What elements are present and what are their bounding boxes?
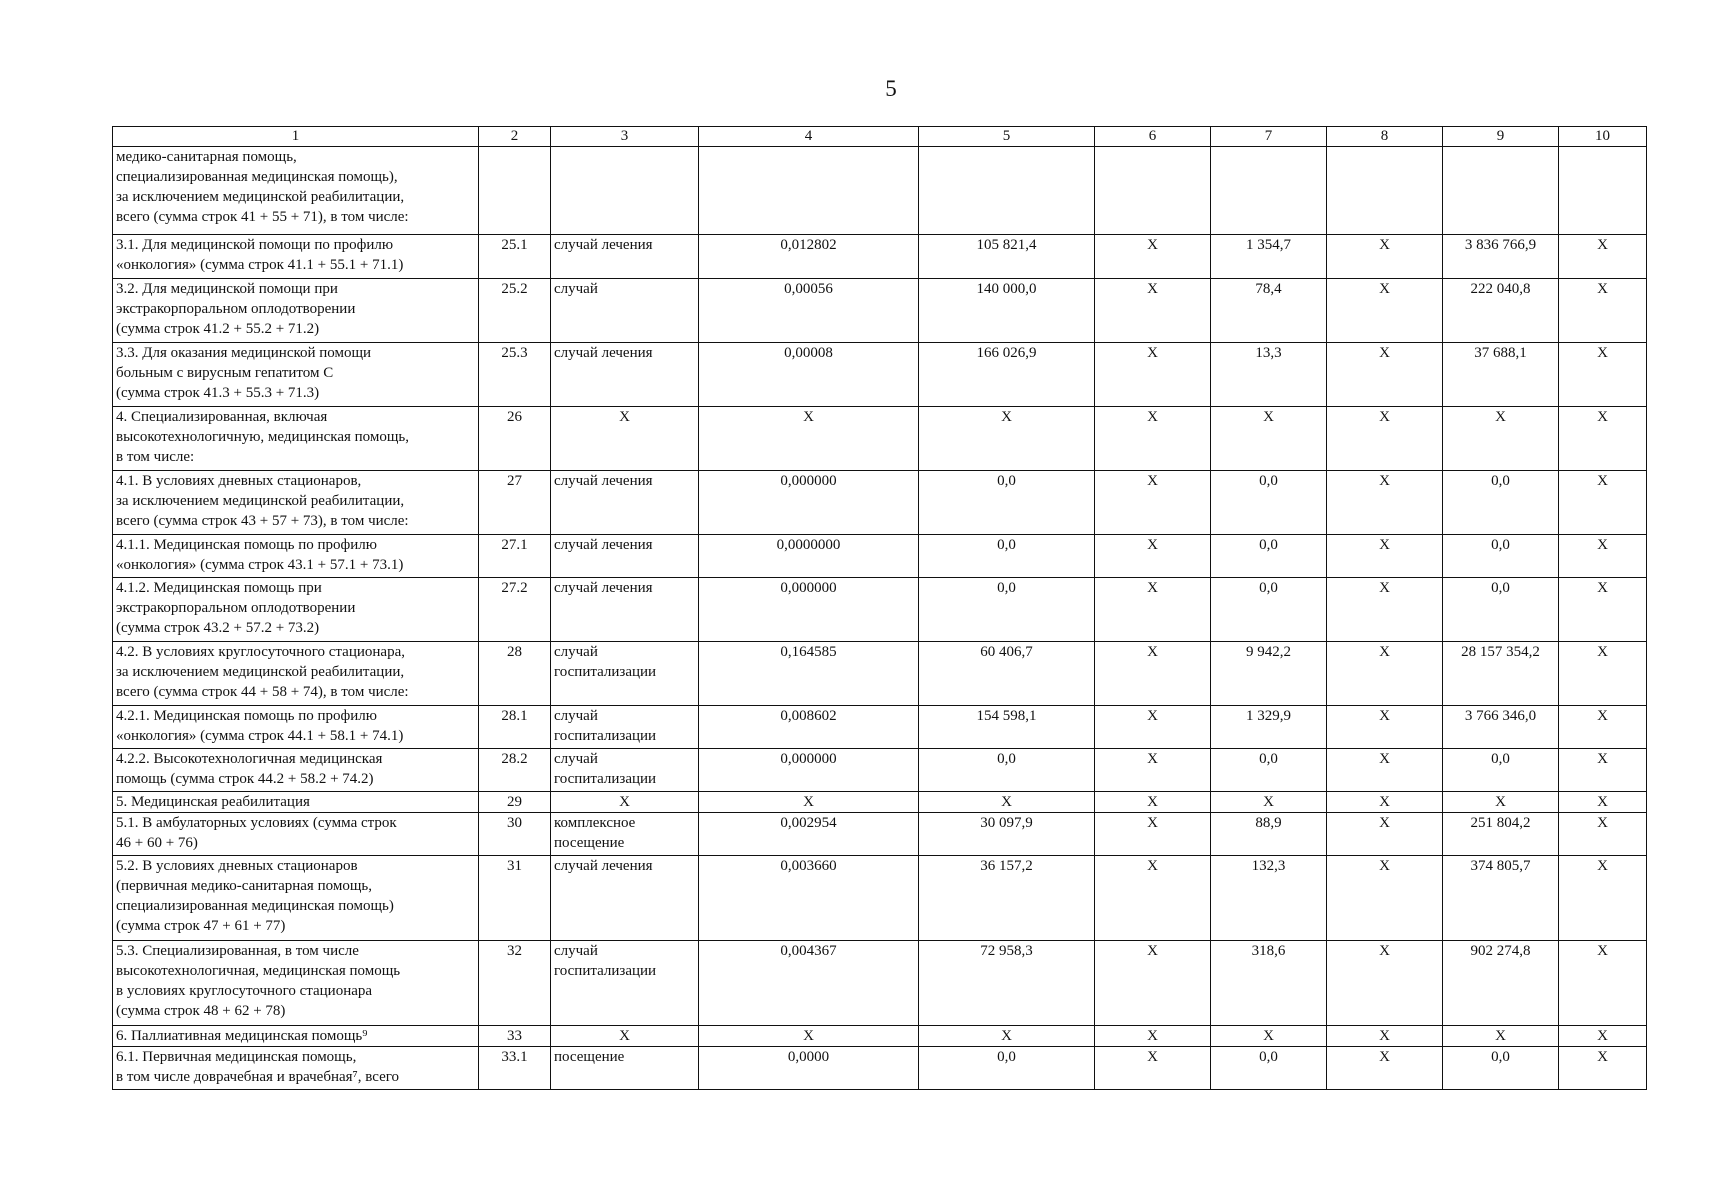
column-header: 1 <box>113 127 479 147</box>
cost-per-unit-cell: X <box>919 1026 1095 1047</box>
standard-volume-cell: 0,003660 <box>699 856 919 941</box>
column-header: 9 <box>1443 127 1559 147</box>
col-9-cell: 3 766 346,0 <box>1443 706 1559 749</box>
table-row <box>113 1047 1647 1090</box>
row-label-cell: 6.1. Первичная медицинская помощь, в том числе доврачебная и врачебная⁷, всего <box>113 1047 479 1090</box>
col-7-cell: 0,0 <box>1211 1047 1327 1090</box>
row-code-cell: 30 <box>479 813 551 856</box>
unit-cell: случай госпитализации <box>551 749 699 792</box>
row-label-cell: 3.1. Для медицинской помощи по профилю «онкология» (сумма строк 41.1 + 55.1 + 71.1) <box>113 235 479 279</box>
unit-cell: X <box>551 407 699 471</box>
table-row <box>113 147 1647 235</box>
col-7-cell: 318,6 <box>1211 941 1327 1026</box>
unit-cell: случай лечения <box>551 235 699 279</box>
standard-volume-cell: 0,00056 <box>699 279 919 343</box>
table-row <box>113 706 1647 749</box>
cost-per-unit-cell: 0,0 <box>919 578 1095 642</box>
standard-volume-cell: 0,002954 <box>699 813 919 856</box>
col-10-cell: X <box>1559 235 1647 279</box>
col-6-cell: X <box>1095 471 1211 535</box>
row-code-cell: 31 <box>479 856 551 941</box>
col-9-cell: X <box>1443 792 1559 813</box>
col-6-cell: X <box>1095 706 1211 749</box>
col-6-cell: X <box>1095 1047 1211 1090</box>
col-10-cell: X <box>1559 1026 1647 1047</box>
col-7-cell: X <box>1211 1026 1327 1047</box>
row-code-cell: 28.2 <box>479 749 551 792</box>
col-8-cell: X <box>1327 343 1443 407</box>
table-row <box>113 792 1647 813</box>
col-7-cell: 1 354,7 <box>1211 235 1327 279</box>
standard-volume-cell: 0,000000 <box>699 578 919 642</box>
standard-volume-cell: 0,004367 <box>699 941 919 1026</box>
col-7-cell: 88,9 <box>1211 813 1327 856</box>
col-8-cell: X <box>1327 235 1443 279</box>
cost-per-unit-cell: 0,0 <box>919 471 1095 535</box>
cost-per-unit-cell: 140 000,0 <box>919 279 1095 343</box>
row-label-cell: 5.2. В условиях дневных стационаров (первичная медико-санитарная помощь, специализированная медицинская помощь) (сумма строк 47 + 61 + 77) <box>113 856 479 941</box>
col-10-cell: X <box>1559 1047 1647 1090</box>
col-9-cell: 0,0 <box>1443 471 1559 535</box>
table-row <box>113 407 1647 471</box>
row-label-cell: 3.2. Для медицинской помощи при экстракорпоральном оплодотворении (сумма строк 41.2 + 55.2 + 71.2) <box>113 279 479 343</box>
col-6-cell: X <box>1095 792 1211 813</box>
column-header: 10 <box>1559 127 1647 147</box>
row-label-cell: 5.1. В амбулаторных условиях (сумма строк 46 + 60 + 76) <box>113 813 479 856</box>
col-9-cell: 37 688,1 <box>1443 343 1559 407</box>
col-10-cell: X <box>1559 706 1647 749</box>
col-8-cell: X <box>1327 279 1443 343</box>
unit-cell: комплексное посещение <box>551 813 699 856</box>
column-header: 2 <box>479 127 551 147</box>
col-9-cell: 0,0 <box>1443 1047 1559 1090</box>
row-code-cell: 27 <box>479 471 551 535</box>
col-8-cell: X <box>1327 792 1443 813</box>
row-label-cell: 4.1. В условиях дневных стационаров, за исключением медицинской реабилитации, всего (сумма строк 43 + 57 + 73), в том числе: <box>113 471 479 535</box>
col-6-cell: X <box>1095 578 1211 642</box>
unit-cell: X <box>551 792 699 813</box>
col-9-cell: 0,0 <box>1443 578 1559 642</box>
col-6-cell: X <box>1095 343 1211 407</box>
table-row <box>113 813 1647 856</box>
col-9-cell: 3 836 766,9 <box>1443 235 1559 279</box>
column-number-row <box>113 127 1647 147</box>
page-number: 5 <box>885 76 897 101</box>
cost-per-unit-cell: 72 958,3 <box>919 941 1095 1026</box>
unit-cell: случай госпитализации <box>551 642 699 706</box>
col-8-cell: X <box>1327 471 1443 535</box>
col-6-cell: X <box>1095 535 1211 578</box>
col-7-cell: 9 942,2 <box>1211 642 1327 706</box>
row-label-cell: 4.1.2. Медицинская помощь при экстракорпоральном оплодотворении (сумма строк 43.2 + 57.2 + 73.2) <box>113 578 479 642</box>
standard-volume-cell: X <box>699 792 919 813</box>
unit-cell: случай <box>551 279 699 343</box>
row-label-cell: 4.2.2. Высокотехнологичная медицинская помощь (сумма строк 44.2 + 58.2 + 74.2) <box>113 749 479 792</box>
col-7-cell: 0,0 <box>1211 749 1327 792</box>
row-code-cell: 25.2 <box>479 279 551 343</box>
table-row <box>113 279 1647 343</box>
unit-cell: случай лечения <box>551 343 699 407</box>
col-9-cell: 0,0 <box>1443 749 1559 792</box>
table-body <box>113 147 1647 1090</box>
col-10-cell: X <box>1559 749 1647 792</box>
col-6-cell: X <box>1095 856 1211 941</box>
col-6-cell: X <box>1095 642 1211 706</box>
table-row <box>113 343 1647 407</box>
table-row <box>113 941 1647 1026</box>
col-9-cell: 28 157 354,2 <box>1443 642 1559 706</box>
col-10-cell: X <box>1559 343 1647 407</box>
col-9-cell: 222 040,8 <box>1443 279 1559 343</box>
col-7-cell <box>1211 147 1327 235</box>
cost-per-unit-cell: 166 026,9 <box>919 343 1095 407</box>
col-8-cell: X <box>1327 941 1443 1026</box>
col-8-cell: X <box>1327 749 1443 792</box>
unit-cell: случай госпитализации <box>551 941 699 1026</box>
col-9-cell: 902 274,8 <box>1443 941 1559 1026</box>
col-8-cell <box>1327 147 1443 235</box>
col-10-cell: X <box>1559 813 1647 856</box>
column-header: 7 <box>1211 127 1327 147</box>
row-code-cell: 27.2 <box>479 578 551 642</box>
standard-volume-cell: 0,0000000 <box>699 535 919 578</box>
col-8-cell: X <box>1327 1047 1443 1090</box>
cost-per-unit-cell: 0,0 <box>919 749 1095 792</box>
row-label-cell: 5. Медицинская реабилитация <box>113 792 479 813</box>
cost-per-unit-cell <box>919 147 1095 235</box>
row-code-cell: 25.3 <box>479 343 551 407</box>
col-7-cell: 0,0 <box>1211 578 1327 642</box>
col-8-cell: X <box>1327 578 1443 642</box>
col-10-cell: X <box>1559 471 1647 535</box>
col-7-cell: 78,4 <box>1211 279 1327 343</box>
col-8-cell: X <box>1327 407 1443 471</box>
col-8-cell: X <box>1327 813 1443 856</box>
col-9-cell: 374 805,7 <box>1443 856 1559 941</box>
col-6-cell <box>1095 147 1211 235</box>
column-header: 3 <box>551 127 699 147</box>
table-row <box>113 856 1647 941</box>
row-code-cell: 28 <box>479 642 551 706</box>
data-table <box>112 126 1647 1090</box>
table-row <box>113 642 1647 706</box>
cost-per-unit-cell: 30 097,9 <box>919 813 1095 856</box>
standard-volume-cell: 0,0000 <box>699 1047 919 1090</box>
cost-per-unit-cell: 154 598,1 <box>919 706 1095 749</box>
unit-cell: случай госпитализации <box>551 706 699 749</box>
row-code-cell: 28.1 <box>479 706 551 749</box>
row-code-cell <box>479 147 551 235</box>
row-code-cell: 33 <box>479 1026 551 1047</box>
standard-volume-cell <box>699 147 919 235</box>
standard-volume-cell: X <box>699 407 919 471</box>
table-row <box>113 471 1647 535</box>
col-8-cell: X <box>1327 1026 1443 1047</box>
row-code-cell: 29 <box>479 792 551 813</box>
column-header: 6 <box>1095 127 1211 147</box>
col-6-cell: X <box>1095 407 1211 471</box>
col-9-cell: 251 804,2 <box>1443 813 1559 856</box>
col-9-cell <box>1443 147 1559 235</box>
unit-cell <box>551 147 699 235</box>
table-row <box>113 1026 1647 1047</box>
col-10-cell: X <box>1559 792 1647 813</box>
col-10-cell: X <box>1559 642 1647 706</box>
col-7-cell: 132,3 <box>1211 856 1327 941</box>
unit-cell: случай лечения <box>551 856 699 941</box>
table-row <box>113 578 1647 642</box>
col-6-cell: X <box>1095 1026 1211 1047</box>
col-10-cell: X <box>1559 535 1647 578</box>
col-6-cell: X <box>1095 941 1211 1026</box>
col-9-cell: X <box>1443 407 1559 471</box>
standard-volume-cell: 0,164585 <box>699 642 919 706</box>
col-10-cell: X <box>1559 407 1647 471</box>
standard-volume-cell: 0,000000 <box>699 749 919 792</box>
col-6-cell: X <box>1095 235 1211 279</box>
col-7-cell: 0,0 <box>1211 535 1327 578</box>
row-label-cell: 4.1.1. Медицинская помощь по профилю «онкология» (сумма строк 43.1 + 57.1 + 73.1) <box>113 535 479 578</box>
standard-volume-cell: 0,012802 <box>699 235 919 279</box>
col-8-cell: X <box>1327 856 1443 941</box>
row-label-cell: медико-санитарная помощь, специализированная медицинская помощь), за исключением медицинской реабилитации, всего (сумма строк 41 + 55 + 71), в том числе: <box>113 147 479 235</box>
cost-per-unit-cell: 0,0 <box>919 1047 1095 1090</box>
col-7-cell: 0,0 <box>1211 471 1327 535</box>
column-header: 5 <box>919 127 1095 147</box>
col-10-cell: X <box>1559 279 1647 343</box>
col-7-cell: 13,3 <box>1211 343 1327 407</box>
row-label-cell: 6. Паллиативная медицинская помощь⁹ <box>113 1026 479 1047</box>
row-label-cell: 4. Специализированная, включая высокотехнологичную, медицинская помощь, в том числе: <box>113 407 479 471</box>
row-code-cell: 27.1 <box>479 535 551 578</box>
col-6-cell: X <box>1095 749 1211 792</box>
col-8-cell: X <box>1327 535 1443 578</box>
unit-cell: посещение <box>551 1047 699 1090</box>
row-label-cell: 5.3. Специализированная, в том числе высокотехнологичная, медицинская помощь в условиях круглосуточного стационара (сумма строк 48 + 62 + 78) <box>113 941 479 1026</box>
column-header: 4 <box>699 127 919 147</box>
col-10-cell: X <box>1559 578 1647 642</box>
col-10-cell: X <box>1559 856 1647 941</box>
standard-volume-cell: 0,000000 <box>699 471 919 535</box>
row-label-cell: 3.3. Для оказания медицинской помощи больным с вирусным гепатитом C (сумма строк 41.3 + 55.3 + 71.3) <box>113 343 479 407</box>
cost-per-unit-cell: X <box>919 792 1095 813</box>
row-code-cell: 26 <box>479 407 551 471</box>
row-code-cell: 33.1 <box>479 1047 551 1090</box>
col-9-cell: X <box>1443 1026 1559 1047</box>
unit-cell: случай лечения <box>551 535 699 578</box>
table-row <box>113 535 1647 578</box>
col-8-cell: X <box>1327 706 1443 749</box>
row-code-cell: 25.1 <box>479 235 551 279</box>
col-7-cell: X <box>1211 792 1327 813</box>
row-code-cell: 32 <box>479 941 551 1026</box>
unit-cell: случай лечения <box>551 578 699 642</box>
col-10-cell <box>1559 147 1647 235</box>
cost-per-unit-cell: 105 821,4 <box>919 235 1095 279</box>
col-10-cell: X <box>1559 941 1647 1026</box>
cost-per-unit-cell: 36 157,2 <box>919 856 1095 941</box>
unit-cell: X <box>551 1026 699 1047</box>
row-label-cell: 4.2.1. Медицинская помощь по профилю «онкология» (сумма строк 44.1 + 58.1 + 74.1) <box>113 706 479 749</box>
col-7-cell: X <box>1211 407 1327 471</box>
col-7-cell: 1 329,9 <box>1211 706 1327 749</box>
col-6-cell: X <box>1095 279 1211 343</box>
cost-per-unit-cell: X <box>919 407 1095 471</box>
row-label-cell: 4.2. В условиях круглосуточного стационара, за исключением медицинской реабилитации, всего (сумма строк 44 + 58 + 74), в том числе: <box>113 642 479 706</box>
cost-per-unit-cell: 60 406,7 <box>919 642 1095 706</box>
standard-volume-cell: X <box>699 1026 919 1047</box>
table-row <box>113 235 1647 279</box>
col-8-cell: X <box>1327 642 1443 706</box>
standard-volume-cell: 0,00008 <box>699 343 919 407</box>
table-row <box>113 749 1647 792</box>
unit-cell: случай лечения <box>551 471 699 535</box>
col-9-cell: 0,0 <box>1443 535 1559 578</box>
cost-per-unit-cell: 0,0 <box>919 535 1095 578</box>
column-header: 8 <box>1327 127 1443 147</box>
standard-volume-cell: 0,008602 <box>699 706 919 749</box>
col-6-cell: X <box>1095 813 1211 856</box>
